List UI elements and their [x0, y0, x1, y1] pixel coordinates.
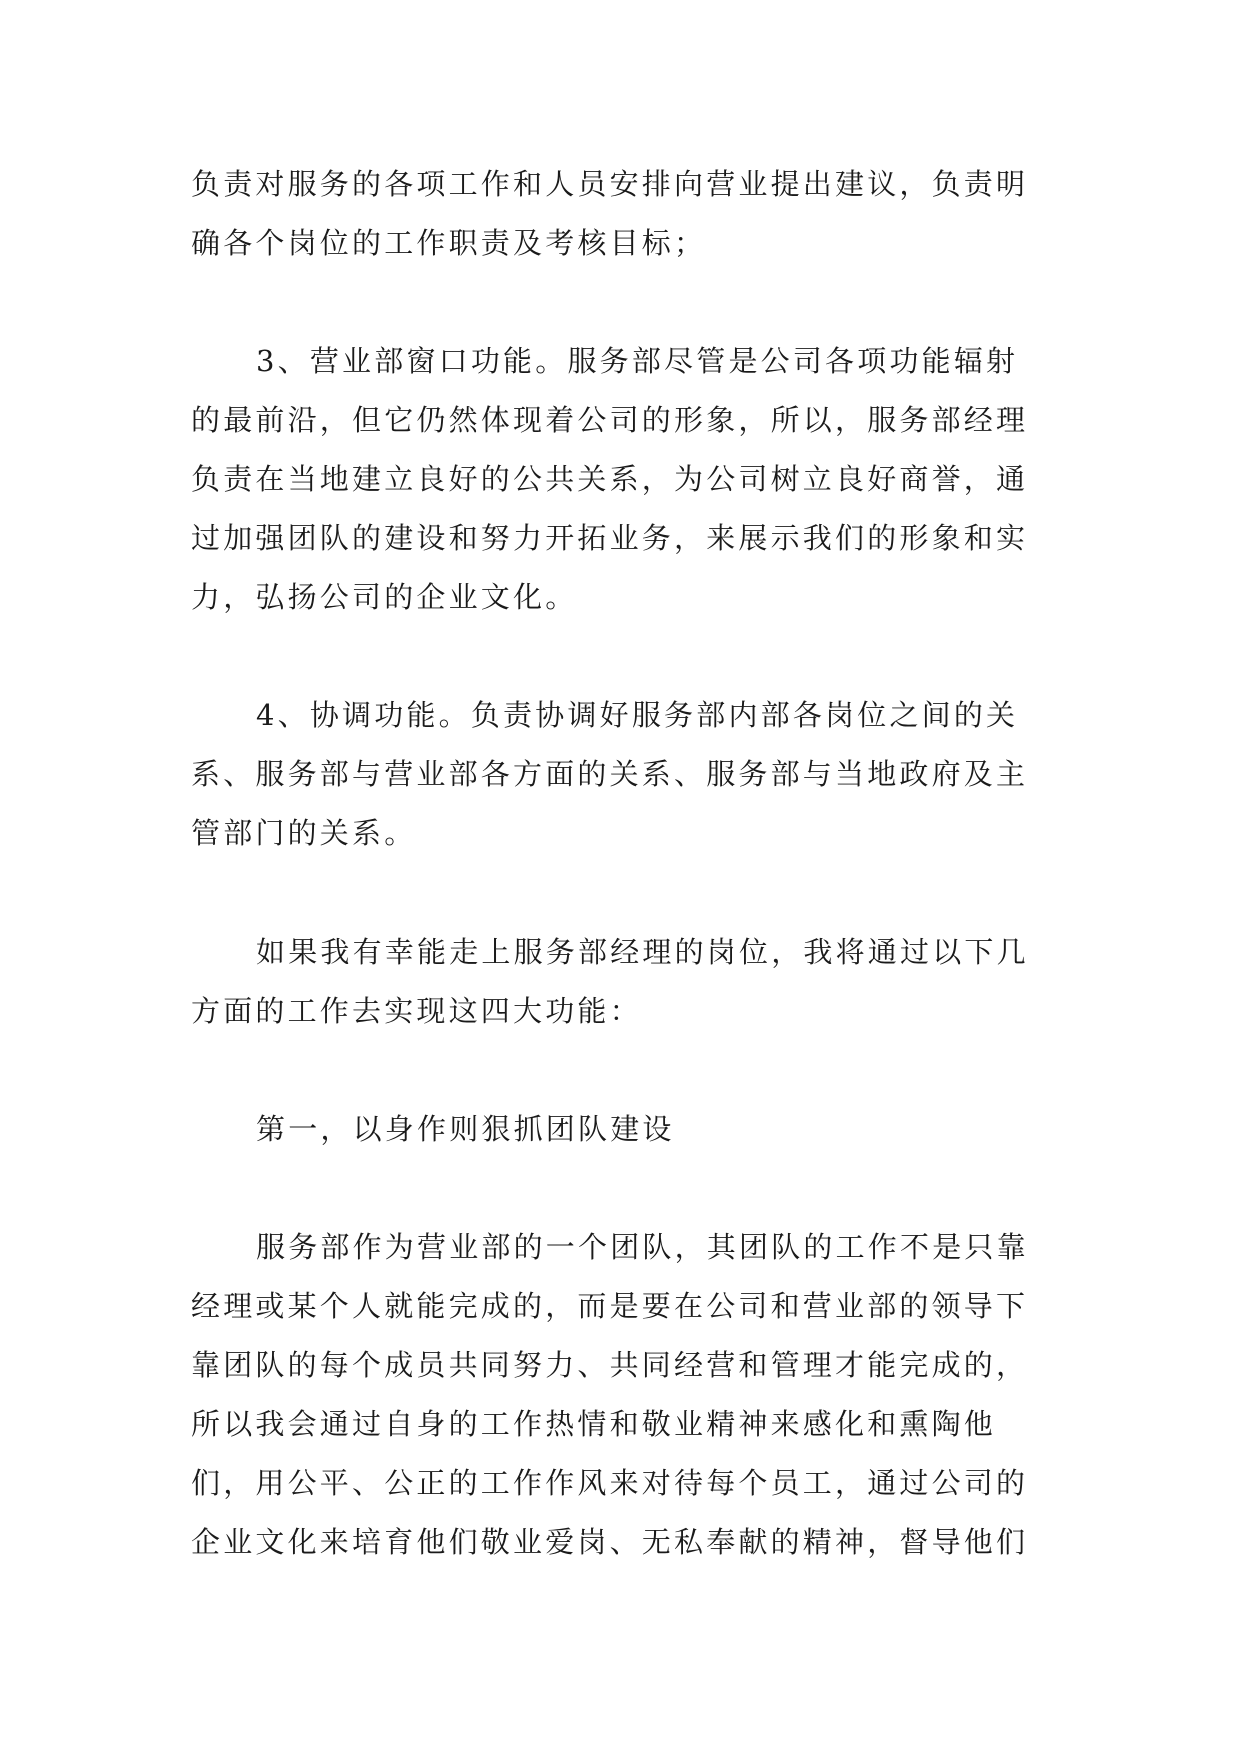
section-heading: 第一，以身作则狠抓团队建设	[256, 1112, 675, 1146]
paragraph-line: 经理或某个人就能完成的，而是要在公司和营业部的领导下	[191, 1289, 1029, 1323]
paragraph-line: 负责在当地建立良好的公共关系，为公司树立良好商誉，通	[191, 462, 1029, 496]
paragraph-line: 方面的工作去实现这四大功能：	[191, 994, 642, 1028]
paragraph-line: 靠团队的每个成员共同努力、共同经营和管理才能完成的，	[191, 1348, 1029, 1382]
paragraph-line: 所以我会通过自身的工作热情和敬业精神来感化和熏陶他	[191, 1407, 997, 1441]
paragraph-line: 们，用公平、公正的工作作风来对待每个员工，通过公司的	[191, 1466, 1029, 1500]
paragraph-line: 系、服务部与营业部各方面的关系、服务部与当地政府及主	[191, 757, 1029, 791]
paragraph-line: 3、营业部窗口功能。服务部尽管是公司各项功能辐射	[256, 344, 1019, 378]
paragraph-line: 确各个岗位的工作职责及考核目标；	[191, 226, 707, 260]
paragraph-line: 负责对服务的各项工作和人员安排向营业提出建议，负责明	[191, 167, 1029, 201]
paragraph-line: 的最前沿，但它仍然体现着公司的形象，所以，服务部经理	[191, 403, 1029, 437]
paragraph-line: 管部门的关系。	[191, 816, 417, 850]
paragraph-line: 力，弘扬公司的企业文化。	[191, 580, 578, 614]
paragraph-line: 4、协调功能。负责协调好服务部内部各岗位之间的关	[256, 698, 1019, 732]
paragraph-line: 如果我有幸能走上服务部经理的岗位，我将通过以下几	[256, 935, 1029, 969]
paragraph-line: 过加强团队的建设和努力开拓业务，来展示我们的形象和实	[191, 521, 1029, 555]
paragraph-line: 企业文化来培育他们敬业爱岗、无私奉献的精神，督导他们	[191, 1525, 1029, 1559]
paragraph-line: 服务部作为营业部的一个团队，其团队的工作不是只靠	[256, 1230, 1029, 1264]
